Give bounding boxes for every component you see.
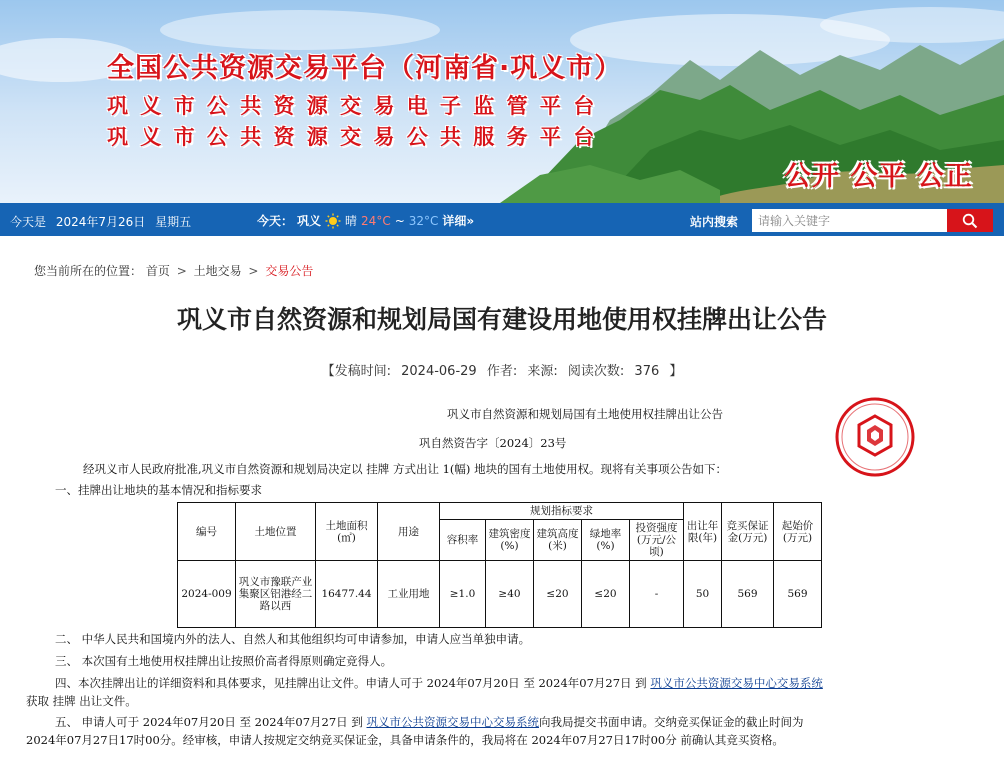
temp-low: 32°C — [408, 213, 439, 228]
cell-green: ≤20 — [582, 561, 630, 628]
cell-density: ≥40 — [486, 561, 534, 628]
paragraph-4-cont: 获取 挂牌 出让文件。 — [26, 694, 137, 708]
weather-detail-link[interactable]: 详细» — [442, 214, 475, 228]
view-count: 376 — [634, 364, 660, 379]
table-row — [178, 561, 822, 628]
header-green: 绿地率(%) — [582, 520, 630, 561]
header-location: 土地位置 — [236, 503, 316, 561]
cell-usage: 工业用地 — [378, 561, 440, 628]
banner-subtitle-service: 巩义市公共资源交易公共服务平台 — [107, 125, 607, 149]
header-density: 建筑密度(%) — [486, 520, 534, 561]
paragraph-5-cont: 2024年07月27日17时00分。经审核，申请人按规定交纳竞买保证金，具备申请条件的，我局将在 2024年07月27日17时00分 前确认其竞买资格。 — [26, 733, 784, 747]
cell-code: 2024-009 — [178, 561, 236, 628]
banner-subtitle-supervision: 巩义市公共资源交易电子监管平台 — [107, 94, 607, 118]
cell-term: 50 — [684, 561, 722, 628]
paragraph-5-text-b: 向我局提交书面申请。交纳竞买保证金的截止时间为 — [539, 715, 804, 729]
breadcrumb-prefix: 您当前所在的位置： — [34, 264, 143, 278]
search-button[interactable] — [947, 209, 993, 232]
sun-icon — [325, 213, 341, 229]
intro-paragraph: 经巩义市人民政府批准,巩义市自然资源和规划局决定以 挂牌 方式出让 1(幅) 地块的国有土地使用权。现将有关事项公告如下： — [83, 462, 728, 476]
header-height: 建筑高度(米) — [534, 520, 582, 561]
land-parcel-table — [177, 502, 822, 628]
today-label: 今天是 — [10, 215, 47, 229]
search-input[interactable] — [752, 209, 947, 232]
header-start-price: 起始价(万元) — [774, 503, 822, 561]
paragraph-4 — [55, 674, 823, 692]
official-seal — [834, 396, 916, 478]
breadcrumb-separator: > — [248, 264, 259, 278]
current-weekday: 星期五 — [155, 215, 192, 229]
header-code: 编号 — [178, 503, 236, 561]
main-content — [0, 236, 1004, 757]
header-usage: 用途 — [378, 503, 440, 561]
weather-label: 今天： — [257, 214, 294, 228]
current-date: 2024年7月26日 — [55, 215, 146, 229]
paragraph-2: 二、 中华人民共和国境内外的法人、自然人和其他组织均可申请参加，申请人应当单独申请。 — [55, 632, 531, 646]
cell-deposit: 569 — [722, 561, 774, 628]
breadcrumb-home[interactable]: 首页 — [145, 264, 170, 278]
breadcrumb-land-trade[interactable]: 土地交易 — [193, 264, 242, 278]
section-1-heading: 一、挂牌出让地块的基本情况和指标要求 — [55, 483, 262, 497]
document-heading: 巩义市自然资源和规划局国有土地使用权挂牌出让公告 — [447, 407, 723, 421]
breadcrumb-trade-notice[interactable]: 交易公告 — [265, 264, 314, 278]
weather-city: 巩义 — [297, 214, 322, 228]
article-meta — [0, 360, 1004, 379]
paragraph-5-text: 五、 申请人可于 2024年07月20日 至 2024年07月27日 到 — [55, 715, 367, 729]
temp-high: 24°C — [361, 213, 391, 228]
publish-date: 2024-06-29 — [401, 364, 477, 379]
cell-plot-ratio: ≥1.0 — [440, 561, 486, 628]
header-term: 出让年限(年) — [684, 503, 722, 561]
banner-title: 全国公共资源交易平台（河南省·巩义市） — [107, 53, 623, 84]
cell-start-price: 569 — [774, 561, 822, 628]
header-investment: 投资强度(万元/公顷) — [630, 520, 684, 561]
breadcrumb-separator: > — [176, 264, 187, 278]
document-number: 巩自然资告字〔2024〕23号 — [419, 436, 567, 450]
header-indicators: 规划指标要求 — [440, 503, 684, 520]
site-banner — [0, 0, 1004, 203]
meta-open: 【发稿时间: — [321, 364, 391, 379]
cell-area: 16477.44 — [316, 561, 378, 628]
cell-investment: - — [630, 561, 684, 628]
source-label: 来源: — [527, 364, 558, 379]
banner-slogan: 公开 公平 公正 — [784, 161, 973, 192]
temp-separator: ~ — [394, 213, 405, 228]
trading-system-link[interactable]: 巩义市公共资源交易中心交易系统 — [366, 715, 539, 729]
paragraph-5 — [55, 713, 804, 731]
header-plot-ratio: 容积率 — [440, 520, 486, 561]
paragraph-4-text: 四、本次挂牌出让的详细资料和具体要求，见挂牌出让文件。申请人可于 2024年07月20日 至 2024年07月27日 到 — [55, 676, 651, 690]
cell-location: 巩义市豫联产业集聚区铝港经二路以西 — [236, 561, 316, 628]
weather-widget — [257, 212, 474, 229]
meta-close: 】 — [669, 364, 683, 379]
weather-condition: 晴 — [345, 214, 358, 228]
cell-height: ≤20 — [534, 561, 582, 628]
article-title: 巩义市自然资源和规划局国有建设用地使用权挂牌出让公告 — [176, 305, 827, 334]
search-icon — [962, 213, 978, 229]
top-info-bar — [0, 203, 1004, 236]
paragraph-3: 三、 本次国有土地使用权挂牌出让按照价高者得原则确定竞得人。 — [55, 654, 393, 668]
header-area: 土地面积(㎡) — [316, 503, 378, 561]
author-label: 作者: — [486, 364, 518, 379]
header-deposit: 竞买保证金(万元) — [722, 503, 774, 561]
date-display — [10, 213, 197, 230]
trading-system-link[interactable]: 巩义市公共资源交易中心交易系统 — [650, 676, 823, 690]
breadcrumb — [34, 262, 313, 279]
site-search-label: 站内搜索 — [690, 215, 739, 229]
views-label: 阅读次数: — [567, 364, 625, 379]
